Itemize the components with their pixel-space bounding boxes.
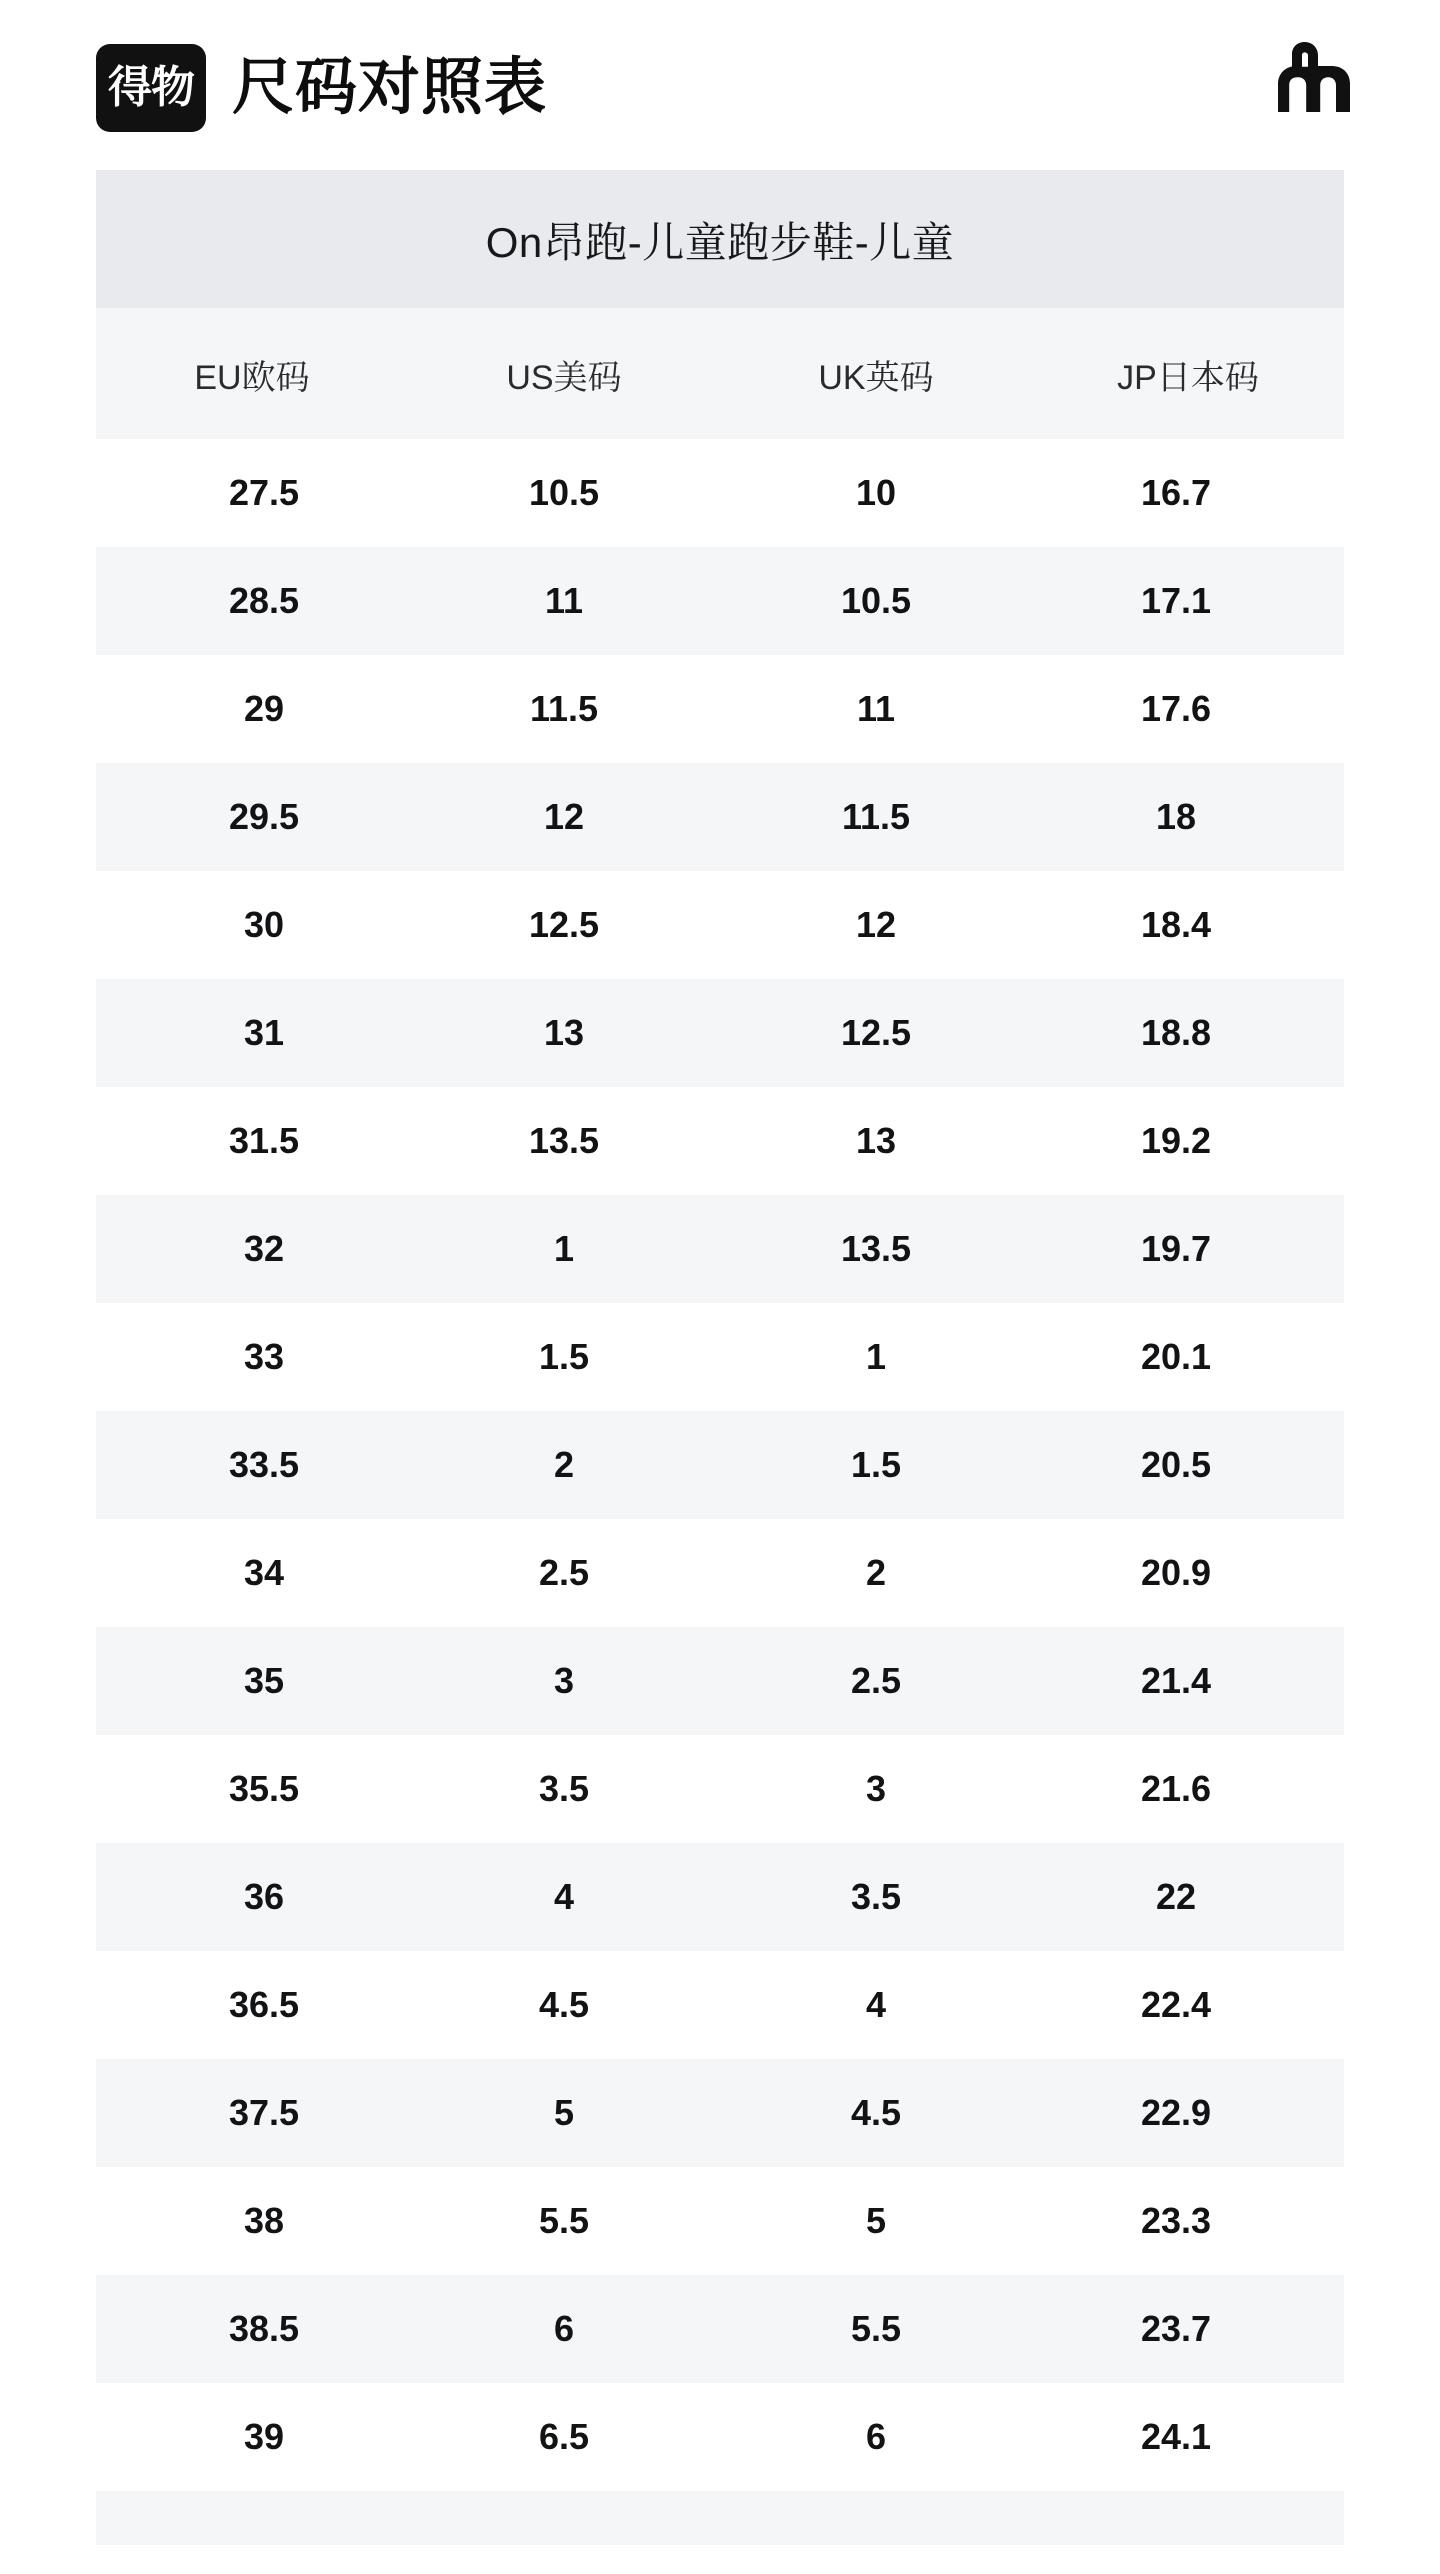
- cell-uk: 10: [720, 439, 1032, 547]
- cell-us: 12.5: [408, 871, 720, 979]
- cell-us: 13: [408, 979, 720, 1087]
- cell-uk: 2: [720, 1519, 1032, 1627]
- cell-jp: 19.2: [1032, 1087, 1344, 1195]
- cell-eu: 30: [96, 871, 408, 979]
- cell-us: 11.5: [408, 655, 720, 763]
- cell-jp: 19.7: [1032, 1195, 1344, 1303]
- product-title: On昂跑-儿童跑步鞋-儿童: [485, 219, 955, 266]
- cell-uk: 12.5: [720, 979, 1032, 1087]
- cell-uk: 11.5: [720, 763, 1032, 871]
- cell-eu: 39: [96, 2383, 408, 2491]
- cell-us: 1: [408, 1195, 720, 1303]
- cell-us: 6: [408, 2275, 720, 2383]
- cell-eu: 31.5: [96, 1087, 408, 1195]
- table-row: [96, 1087, 1344, 1195]
- cell-us: 5.5: [408, 2167, 720, 2275]
- cell-jp: 17.1: [1032, 547, 1344, 655]
- dewu-logo: [96, 44, 206, 132]
- cell-uk: 1: [720, 1303, 1032, 1411]
- cell-eu: 36: [96, 1843, 408, 1951]
- cell-eu: 38: [96, 2167, 408, 2275]
- cell-jp: 18.8: [1032, 979, 1344, 1087]
- cell-jp: 22: [1032, 1843, 1344, 1951]
- cell-us: 2.5: [408, 1519, 720, 1627]
- table-row: [96, 871, 1344, 979]
- cell-us: 4.5: [408, 1951, 720, 2059]
- cell-uk: 1.5: [720, 1411, 1032, 1519]
- cell-us: 4: [408, 1843, 720, 1951]
- table-row: [96, 439, 1344, 547]
- cell-jp: 17.6: [1032, 655, 1344, 763]
- cell-eu: 33: [96, 1303, 408, 1411]
- cell-eu: 29: [96, 655, 408, 763]
- cell-uk: 12: [720, 871, 1032, 979]
- table-row: [96, 2275, 1344, 2383]
- cell-jp: 24.1: [1032, 2383, 1344, 2491]
- table-row: [96, 1951, 1344, 2059]
- table-row: [96, 979, 1344, 1087]
- column-header-uk: UK英码: [720, 308, 1032, 439]
- cell-uk: 3: [720, 1735, 1032, 1843]
- table-head: [96, 308, 1344, 439]
- table-row: [96, 1735, 1344, 1843]
- cell-eu: 35: [96, 1627, 408, 1735]
- cell-jp: 16.7: [1032, 439, 1344, 547]
- cell-jp: 18.4: [1032, 871, 1344, 979]
- table-row: [96, 1195, 1344, 1303]
- table-row: [96, 2167, 1344, 2275]
- size-chart-card: [96, 170, 1344, 2545]
- cell-uk: 4: [720, 1951, 1032, 2059]
- cell-us: 3.5: [408, 1735, 720, 1843]
- cell-jp: 23.3: [1032, 2167, 1344, 2275]
- cell-eu: 33.5: [96, 1411, 408, 1519]
- cell-us: 12: [408, 763, 720, 871]
- card-title-bar: [96, 170, 1344, 308]
- table-row: [96, 2059, 1344, 2167]
- cell-jp: 23.7: [1032, 2275, 1344, 2383]
- cell-jp: 22.4: [1032, 1951, 1344, 2059]
- table-row: [96, 2383, 1344, 2491]
- cell-uk: 5: [720, 2167, 1032, 2275]
- table-header-row: [96, 308, 1344, 439]
- cell-uk: 3.5: [720, 1843, 1032, 1951]
- table-row: [96, 655, 1344, 763]
- table-body: [96, 439, 1344, 2491]
- cell-jp: 21.6: [1032, 1735, 1344, 1843]
- page-header: [0, 0, 1440, 170]
- cell-jp: 21.4: [1032, 1627, 1344, 1735]
- cell-uk: 11: [720, 655, 1032, 763]
- table-row: [96, 1303, 1344, 1411]
- cell-uk: 5.5: [720, 2275, 1032, 2383]
- cell-eu: 29.5: [96, 763, 408, 871]
- cell-jp: 20.1: [1032, 1303, 1344, 1411]
- column-header-eu: EU欧码: [96, 308, 408, 439]
- cell-us: 3: [408, 1627, 720, 1735]
- cell-uk: 6: [720, 2383, 1032, 2491]
- cell-us: 11: [408, 547, 720, 655]
- table-row: [96, 1627, 1344, 1735]
- cell-uk: 13: [720, 1087, 1032, 1195]
- table-row: [96, 1519, 1344, 1627]
- cell-eu: 38.5: [96, 2275, 408, 2383]
- table-row: [96, 547, 1344, 655]
- on-running-logo-icon: [1266, 40, 1362, 136]
- size-conversion-table: [96, 308, 1344, 2491]
- cell-uk: 10.5: [720, 547, 1032, 655]
- cell-uk: 4.5: [720, 2059, 1032, 2167]
- cell-uk: 2.5: [720, 1627, 1032, 1735]
- table-row: [96, 1843, 1344, 1951]
- cell-eu: 37.5: [96, 2059, 408, 2167]
- cell-eu: 35.5: [96, 1735, 408, 1843]
- table-row: [96, 763, 1344, 871]
- cell-us: 5: [408, 2059, 720, 2167]
- cell-us: 1.5: [408, 1303, 720, 1411]
- cell-eu: 32: [96, 1195, 408, 1303]
- cell-jp: 22.9: [1032, 2059, 1344, 2167]
- cell-jp: 18: [1032, 763, 1344, 871]
- page-title: 尺码对照表: [232, 53, 548, 122]
- cell-us: 6.5: [408, 2383, 720, 2491]
- cell-eu: 36.5: [96, 1951, 408, 2059]
- dewu-logo-text: 得物: [108, 63, 194, 112]
- column-header-us: US美码: [408, 308, 720, 439]
- cell-eu: 27.5: [96, 439, 408, 547]
- cell-eu: 31: [96, 979, 408, 1087]
- cell-eu: 34: [96, 1519, 408, 1627]
- cell-jp: 20.9: [1032, 1519, 1344, 1627]
- column-header-jp: JP日本码: [1032, 308, 1344, 439]
- cell-us: 13.5: [408, 1087, 720, 1195]
- cell-us: 10.5: [408, 439, 720, 547]
- cell-eu: 28.5: [96, 547, 408, 655]
- cell-us: 2: [408, 1411, 720, 1519]
- cell-jp: 20.5: [1032, 1411, 1344, 1519]
- table-row: [96, 1411, 1344, 1519]
- cell-uk: 13.5: [720, 1195, 1032, 1303]
